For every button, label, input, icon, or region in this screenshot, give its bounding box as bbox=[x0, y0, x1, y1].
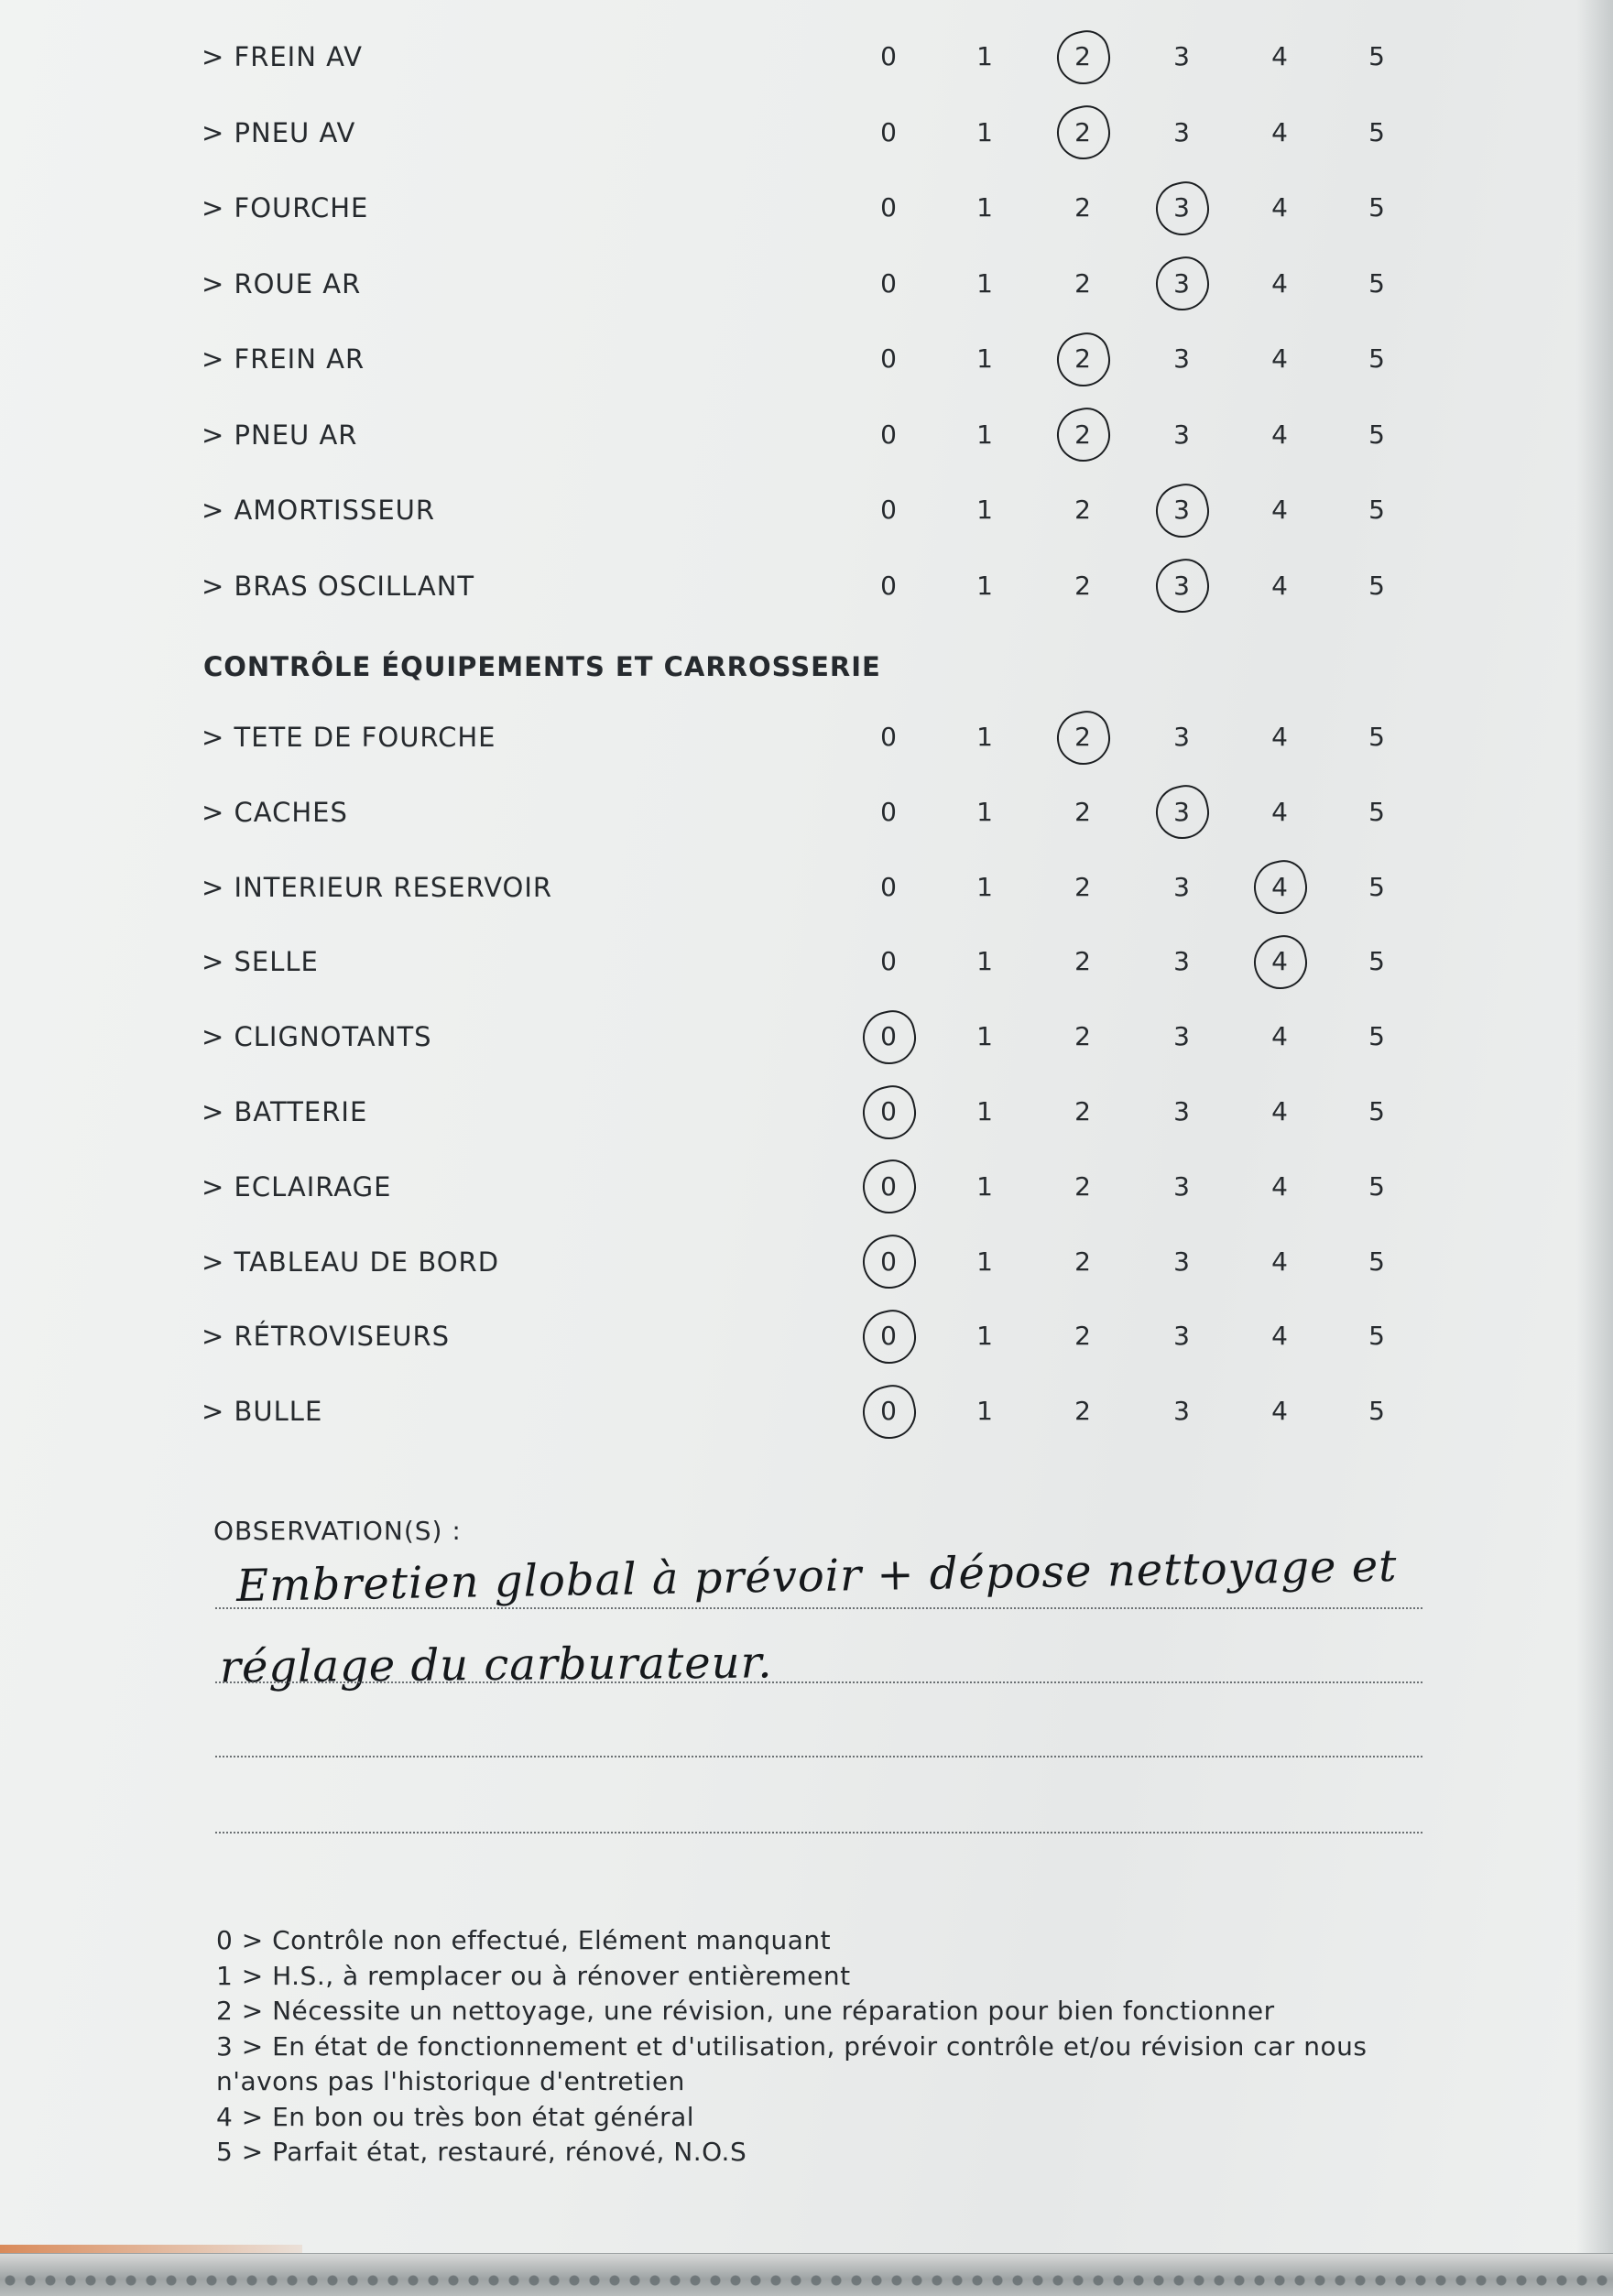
score-option[interactable]: 4 bbox=[1271, 1021, 1288, 1052]
score-option[interactable]: 4 bbox=[1271, 192, 1288, 223]
observation-line-2 bbox=[215, 1681, 1422, 1683]
inspection-row bbox=[0, 563, 1613, 609]
score-option[interactable]: 0 bbox=[880, 116, 897, 147]
inspection-row bbox=[0, 412, 1613, 458]
inspection-row bbox=[0, 261, 1613, 307]
section-title-equipements: CONTRÔLE ÉQUIPEMENTS ET CARROSSERIE bbox=[203, 651, 881, 682]
legend-item-0: 0 > Contrôle non effectué, Elément manquant bbox=[216, 1925, 832, 1955]
score-option[interactable]: 5 bbox=[1368, 570, 1385, 601]
score-option[interactable]: 5 bbox=[1368, 722, 1385, 752]
row-label: > RÉTROVISEURS bbox=[202, 1321, 451, 1353]
score-option[interactable]: 3 bbox=[1173, 871, 1190, 902]
score-option-circled[interactable]: 0 bbox=[861, 1171, 916, 1202]
score-option[interactable]: 2 bbox=[1074, 1021, 1091, 1052]
score-option[interactable]: 3 bbox=[1173, 946, 1190, 977]
score-option[interactable]: 4 bbox=[1271, 41, 1288, 71]
legend-item-2: 2 > Nécessite un nettoyage, une révision, une réparation pour bien fonctionner bbox=[216, 1996, 1275, 2026]
score-option[interactable]: 5 bbox=[1368, 871, 1385, 902]
score-option[interactable]: 4 bbox=[1271, 1246, 1288, 1277]
score-option-circled[interactable]: 2 bbox=[1055, 41, 1110, 71]
score-option[interactable]: 2 bbox=[1074, 1096, 1091, 1126]
score-option[interactable]: 3 bbox=[1173, 1396, 1190, 1427]
score-option[interactable]: 3 bbox=[1173, 1246, 1190, 1277]
score-option[interactable]: 0 bbox=[880, 871, 897, 902]
score-option[interactable]: 1 bbox=[976, 1096, 993, 1126]
score-option[interactable]: 5 bbox=[1368, 1096, 1385, 1126]
score-option[interactable]: 5 bbox=[1368, 495, 1385, 525]
score-option[interactable]: 4 bbox=[1271, 1321, 1288, 1352]
score-option-circled[interactable]: 4 bbox=[1252, 946, 1307, 976]
equipment-row bbox=[0, 1388, 1613, 1434]
sleeve-binding-strip bbox=[0, 2253, 1613, 2296]
score-option[interactable]: 2 bbox=[1074, 570, 1091, 601]
score-option[interactable]: 0 bbox=[880, 570, 897, 601]
score-option[interactable]: 2 bbox=[1074, 946, 1091, 977]
score-option[interactable]: 4 bbox=[1271, 267, 1288, 299]
score-option-circled[interactable]: 0 bbox=[861, 1246, 916, 1277]
score-option[interactable]: 3 bbox=[1173, 1096, 1190, 1126]
score-option[interactable]: 1 bbox=[976, 871, 993, 902]
score-option[interactable]: 4 bbox=[1271, 116, 1288, 147]
score-option-circled[interactable]: 3 bbox=[1154, 192, 1209, 223]
score-option[interactable]: 3 bbox=[1173, 722, 1190, 752]
score-option[interactable]: 3 bbox=[1173, 1321, 1190, 1352]
score-option[interactable]: 1 bbox=[976, 41, 993, 71]
score-option[interactable]: 5 bbox=[1368, 116, 1385, 147]
score-option[interactable]: 5 bbox=[1368, 1021, 1385, 1052]
score-option[interactable]: 1 bbox=[976, 1021, 993, 1052]
score-option[interactable]: 2 bbox=[1074, 495, 1091, 525]
score-option[interactable]: 5 bbox=[1368, 192, 1385, 223]
score-option[interactable]: 0 bbox=[880, 495, 897, 525]
equipment-row bbox=[0, 789, 1613, 835]
score-option[interactable]: 4 bbox=[1271, 796, 1288, 827]
legend-item-3: 3 > En état de fonctionnement et d'utilisation, prévoir contrôle et/ou révision car nous bbox=[216, 2030, 1368, 2062]
score-option[interactable]: 1 bbox=[976, 419, 993, 450]
row-label: > BULLE bbox=[202, 1396, 323, 1428]
equipment-row bbox=[0, 1164, 1613, 1210]
score-option[interactable]: 4 bbox=[1271, 343, 1288, 374]
score-option[interactable]: 0 bbox=[880, 419, 897, 450]
equipment-row bbox=[0, 939, 1613, 985]
observation-line-1 bbox=[215, 1607, 1422, 1609]
score-option-circled[interactable]: 2 bbox=[1055, 117, 1110, 147]
score-option[interactable]: 4 bbox=[1271, 722, 1288, 752]
score-option[interactable]: 1 bbox=[976, 796, 993, 827]
score-option[interactable]: 2 bbox=[1074, 1246, 1091, 1277]
score-option[interactable]: 1 bbox=[976, 192, 993, 223]
score-option-circled[interactable]: 0 bbox=[861, 1021, 916, 1051]
equipment-row bbox=[0, 1014, 1613, 1060]
score-option[interactable]: 4 bbox=[1271, 570, 1288, 601]
score-option[interactable]: 1 bbox=[976, 1170, 993, 1202]
row-label: > AMORTISSEUR bbox=[202, 495, 436, 526]
row-label: > TABLEAU DE BORD bbox=[202, 1246, 500, 1278]
score-option[interactable]: 2 bbox=[1074, 192, 1091, 223]
legend-item-4: 4 > En bon ou très bon état général bbox=[216, 2101, 695, 2132]
equipment-row bbox=[0, 1313, 1613, 1359]
row-label: > FOURCHE bbox=[202, 192, 369, 223]
observation-line-3[interactable] bbox=[215, 1756, 1422, 1757]
score-option[interactable]: 2 bbox=[1074, 1321, 1091, 1352]
score-option[interactable]: 3 bbox=[1173, 41, 1190, 71]
score-option[interactable]: 0 bbox=[880, 343, 897, 374]
score-option[interactable]: 5 bbox=[1368, 267, 1385, 299]
score-option[interactable]: 0 bbox=[880, 267, 897, 299]
score-option[interactable]: 2 bbox=[1074, 1396, 1091, 1427]
row-label: > ROUE AR bbox=[202, 267, 362, 299]
score-option[interactable]: 5 bbox=[1368, 1246, 1385, 1277]
binder-holes bbox=[0, 2272, 1613, 2289]
score-option-circled[interactable]: 0 bbox=[861, 1321, 916, 1351]
row-label: > INTERIEUR RESERVOIR bbox=[202, 871, 553, 903]
row-label: > FREIN AR bbox=[202, 343, 365, 375]
score-option[interactable]: 1 bbox=[976, 267, 993, 299]
score-option[interactable]: 0 bbox=[880, 722, 897, 752]
score-option[interactable]: 4 bbox=[1271, 1396, 1288, 1427]
score-option-circled[interactable]: 3 bbox=[1154, 268, 1209, 299]
score-option[interactable]: 2 bbox=[1074, 1170, 1091, 1202]
score-option[interactable]: 4 bbox=[1271, 495, 1288, 525]
score-option[interactable]: 0 bbox=[880, 41, 897, 71]
score-option[interactable]: 1 bbox=[976, 343, 993, 374]
equipment-row bbox=[0, 714, 1613, 760]
score-option[interactable]: 0 bbox=[880, 192, 897, 223]
row-label: > CACHES bbox=[202, 796, 348, 828]
row-label: > TETE DE FOURCHE bbox=[202, 722, 496, 753]
score-option[interactable]: 1 bbox=[976, 1321, 993, 1352]
rating-legend bbox=[216, 1923, 1434, 2171]
score-option[interactable]: 3 bbox=[1173, 419, 1190, 450]
row-label: > PNEU AV bbox=[202, 116, 356, 148]
inspection-row bbox=[0, 34, 1613, 80]
score-option[interactable]: 3 bbox=[1173, 1170, 1190, 1202]
score-option[interactable]: 5 bbox=[1368, 796, 1385, 827]
score-option-circled[interactable]: 2 bbox=[1055, 343, 1110, 374]
legend-item-1: 1 > H.S., à remplacer ou à rénover entièrement bbox=[216, 1960, 851, 1991]
score-option[interactable]: 1 bbox=[976, 116, 993, 147]
score-option[interactable]: 5 bbox=[1368, 419, 1385, 450]
score-option[interactable]: 4 bbox=[1271, 1170, 1288, 1202]
score-option-circled[interactable]: 2 bbox=[1055, 722, 1110, 752]
row-label: > ECLAIRAGE bbox=[202, 1170, 392, 1202]
inspection-row bbox=[0, 185, 1613, 231]
equipment-row bbox=[0, 1089, 1613, 1135]
score-option[interactable]: 5 bbox=[1368, 1170, 1385, 1202]
score-option[interactable]: 4 bbox=[1271, 419, 1288, 450]
score-option[interactable]: 5 bbox=[1368, 1321, 1385, 1352]
score-option-circled[interactable]: 3 bbox=[1154, 797, 1209, 827]
score-option[interactable]: 5 bbox=[1368, 343, 1385, 374]
inspection-row bbox=[0, 487, 1613, 533]
score-option-circled[interactable]: 3 bbox=[1154, 571, 1209, 601]
score-option[interactable]: 2 bbox=[1074, 796, 1091, 827]
score-option[interactable]: 2 bbox=[1074, 267, 1091, 299]
score-option[interactable]: 2 bbox=[1074, 871, 1091, 902]
score-option[interactable]: 1 bbox=[976, 1396, 993, 1427]
inspection-row bbox=[0, 336, 1613, 382]
score-option[interactable]: 4 bbox=[1271, 1096, 1288, 1126]
row-label: > FREIN AV bbox=[202, 41, 363, 72]
score-option[interactable]: 1 bbox=[976, 570, 993, 601]
observation-handwritten-line-1: Embretien global à prévoir + dépose nettoyage et bbox=[235, 1540, 1398, 1613]
score-option-circled[interactable]: 4 bbox=[1252, 872, 1307, 902]
score-option[interactable]: 0 bbox=[880, 796, 897, 827]
row-label: > BRAS OSCILLANT bbox=[202, 570, 475, 602]
score-option[interactable]: 3 bbox=[1173, 116, 1190, 147]
score-option[interactable]: 3 bbox=[1173, 1021, 1190, 1052]
score-option-circled[interactable]: 0 bbox=[861, 1396, 916, 1426]
score-option[interactable]: 0 bbox=[880, 946, 897, 977]
score-option[interactable]: 1 bbox=[976, 495, 993, 525]
score-option[interactable]: 5 bbox=[1368, 946, 1385, 977]
score-option[interactable]: 5 bbox=[1368, 1396, 1385, 1427]
score-option[interactable]: 1 bbox=[976, 722, 993, 752]
score-option-circled[interactable]: 0 bbox=[861, 1096, 916, 1126]
observation-handwritten-line-2: réglage du carburateur. bbox=[219, 1637, 773, 1693]
row-label: > BATTERIE bbox=[202, 1096, 368, 1127]
equipment-row bbox=[0, 1239, 1613, 1285]
row-label: > PNEU AR bbox=[202, 419, 358, 451]
score-option[interactable]: 3 bbox=[1173, 343, 1190, 374]
score-option[interactable]: 1 bbox=[976, 946, 993, 977]
score-option[interactable]: 5 bbox=[1368, 41, 1385, 71]
legend-item-3-continued: n'avons pas l'historique d'entretien bbox=[216, 2066, 685, 2096]
observation-line-4[interactable] bbox=[215, 1832, 1422, 1834]
row-label: > SELLE bbox=[202, 946, 319, 978]
legend-item-5: 5 > Parfait état, restauré, rénové, N.O.S bbox=[216, 2137, 747, 2167]
inspection-row bbox=[0, 110, 1613, 156]
row-label: > CLIGNOTANTS bbox=[202, 1021, 432, 1053]
score-option[interactable]: 1 bbox=[976, 1246, 993, 1277]
score-option-circled[interactable]: 3 bbox=[1154, 495, 1209, 525]
observations-label: OBSERVATION(S) : bbox=[213, 1516, 462, 1546]
equipment-row bbox=[0, 865, 1613, 910]
score-option-circled[interactable]: 2 bbox=[1055, 419, 1110, 450]
